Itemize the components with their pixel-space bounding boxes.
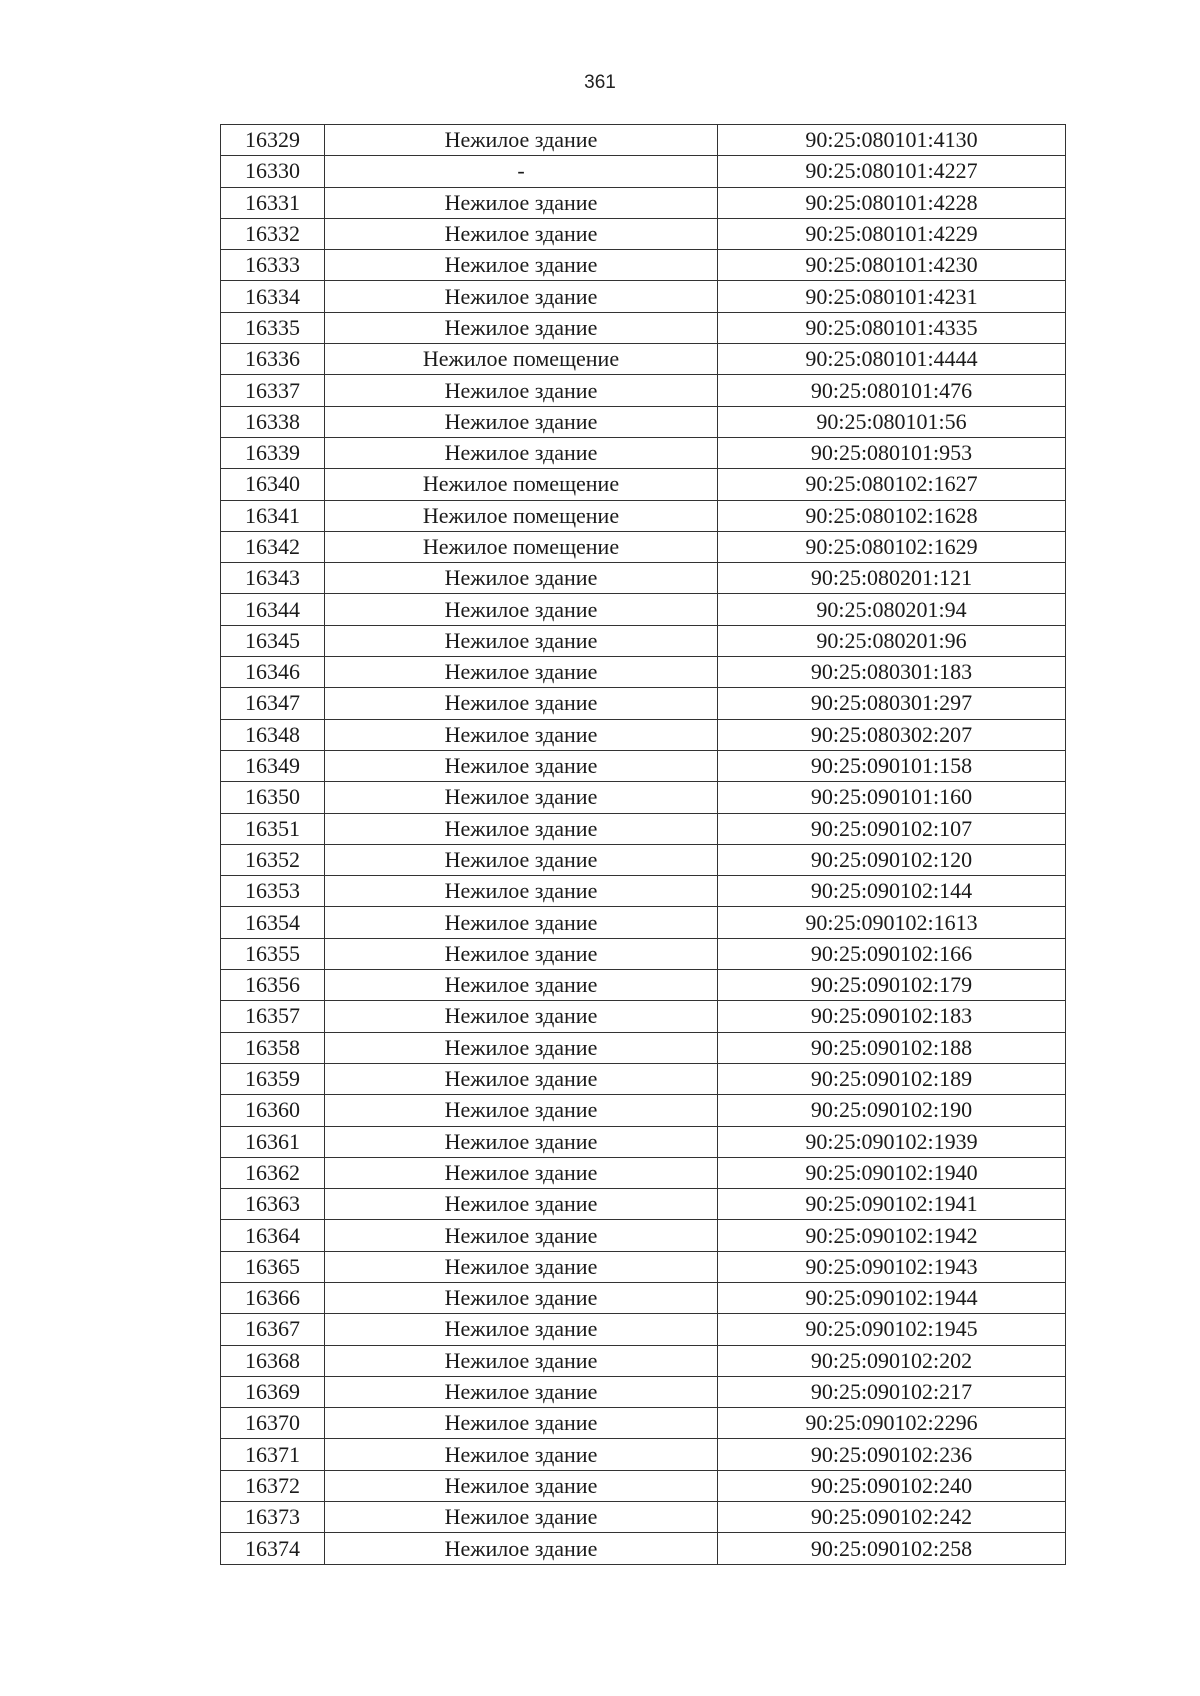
row-number-cell: 16358 <box>221 1032 325 1063</box>
row-number-cell: 16329 <box>221 125 325 156</box>
cadastral-number-cell: 90:25:080101:4230 <box>718 250 1066 281</box>
table-row <box>221 281 1066 312</box>
cadastral-number-cell: 90:25:090102:217 <box>718 1376 1066 1407</box>
cadastral-number-cell: 90:25:080101:56 <box>718 406 1066 437</box>
cadastral-number-cell: 90:25:080101:4228 <box>718 187 1066 218</box>
row-number-cell: 16372 <box>221 1470 325 1501</box>
table-row <box>221 406 1066 437</box>
object-type-cell: Нежилое здание <box>325 375 718 406</box>
cadastral-number-cell: 90:25:090101:160 <box>718 782 1066 813</box>
page-number: 361 <box>584 72 616 93</box>
row-number-cell: 16349 <box>221 750 325 781</box>
table-row <box>221 625 1066 656</box>
table-row <box>221 1001 1066 1032</box>
row-number-cell: 16350 <box>221 782 325 813</box>
object-type-cell: Нежилое здание <box>325 187 718 218</box>
row-number-cell: 16351 <box>221 813 325 844</box>
cadastral-number-cell: 90:25:090102:258 <box>718 1533 1066 1564</box>
table-row <box>221 719 1066 750</box>
cadastral-number-cell: 90:25:080101:4130 <box>718 125 1066 156</box>
cadastral-number-cell: 90:25:090102:2296 <box>718 1408 1066 1439</box>
object-type-cell: Нежилое здание <box>325 688 718 719</box>
row-number-cell: 16362 <box>221 1157 325 1188</box>
table-row <box>221 1408 1066 1439</box>
cadastral-number-cell: 90:25:090102:236 <box>718 1439 1066 1470</box>
cadastral-number-cell: 90:25:080102:1627 <box>718 469 1066 500</box>
row-number-cell: 16338 <box>221 406 325 437</box>
table-row <box>221 1502 1066 1533</box>
cadastral-number-cell: 90:25:080101:4229 <box>718 218 1066 249</box>
object-type-cell: Нежилое здание <box>325 437 718 468</box>
row-number-cell: 16354 <box>221 907 325 938</box>
table-row <box>221 187 1066 218</box>
row-number-cell: 16342 <box>221 531 325 562</box>
object-type-cell: Нежилое здание <box>325 1220 718 1251</box>
table-row <box>221 1063 1066 1094</box>
object-type-cell: Нежилое здание <box>325 1376 718 1407</box>
cadastral-number-cell: 90:25:080101:4231 <box>718 281 1066 312</box>
row-number-cell: 16366 <box>221 1282 325 1313</box>
object-type-cell: Нежилое здание <box>325 1189 718 1220</box>
object-type-cell: Нежилое здание <box>325 844 718 875</box>
object-type-cell: Нежилое здание <box>325 1470 718 1501</box>
object-type-cell: Нежилое здание <box>325 657 718 688</box>
cadastral-number-cell: 90:25:080201:121 <box>718 563 1066 594</box>
cadastral-number-cell: 90:25:080301:297 <box>718 688 1066 719</box>
table-row <box>221 469 1066 500</box>
cadastral-number-cell: 90:25:090102:166 <box>718 938 1066 969</box>
table-row <box>221 312 1066 343</box>
table-row <box>221 437 1066 468</box>
object-type-cell: Нежилое здание <box>325 750 718 781</box>
object-type-cell: Нежилое здание <box>325 1314 718 1345</box>
table-row <box>221 344 1066 375</box>
table-row <box>221 844 1066 875</box>
row-number-cell: 16348 <box>221 719 325 750</box>
row-number-cell: 16332 <box>221 218 325 249</box>
row-number-cell: 16346 <box>221 657 325 688</box>
row-number-cell: 16357 <box>221 1001 325 1032</box>
cadastral-number-cell: 90:25:090101:158 <box>718 750 1066 781</box>
cadastral-number-cell: 90:25:090102:1613 <box>718 907 1066 938</box>
cadastral-number-cell: 90:25:090102:240 <box>718 1470 1066 1501</box>
row-number-cell: 16353 <box>221 876 325 907</box>
row-number-cell: 16336 <box>221 344 325 375</box>
table-row <box>221 813 1066 844</box>
cadastral-number-cell: 90:25:090102:120 <box>718 844 1066 875</box>
row-number-cell: 16337 <box>221 375 325 406</box>
cadastral-number-cell: 90:25:080201:96 <box>718 625 1066 656</box>
table-row <box>221 657 1066 688</box>
object-type-cell: Нежилое здание <box>325 907 718 938</box>
object-type-cell: Нежилое здание <box>325 1282 718 1313</box>
row-number-cell: 16361 <box>221 1126 325 1157</box>
object-type-cell: Нежилое помещение <box>325 500 718 531</box>
object-type-cell: Нежилое здание <box>325 281 718 312</box>
cadastral-number-cell: 90:25:090102:1939 <box>718 1126 1066 1157</box>
cadastral-number-cell: 90:25:090102:190 <box>718 1095 1066 1126</box>
table-row <box>221 688 1066 719</box>
object-type-cell: Нежилое здание <box>325 719 718 750</box>
table-row <box>221 1126 1066 1157</box>
cadastral-number-cell: 90:25:080101:476 <box>718 375 1066 406</box>
row-number-cell: 16360 <box>221 1095 325 1126</box>
table-row <box>221 970 1066 1001</box>
cadastral-number-cell: 90:25:090102:1942 <box>718 1220 1066 1251</box>
cadastral-number-cell: 90:25:080102:1629 <box>718 531 1066 562</box>
row-number-cell: 16355 <box>221 938 325 969</box>
object-type-cell: Нежилое здание <box>325 1032 718 1063</box>
object-type-cell: Нежилое здание <box>325 938 718 969</box>
table-row <box>221 375 1066 406</box>
cadastral-number-cell: 90:25:090102:1940 <box>718 1157 1066 1188</box>
object-type-cell: Нежилое помещение <box>325 531 718 562</box>
row-number-cell: 16371 <box>221 1439 325 1470</box>
cadastral-number-cell: 90:25:080101:953 <box>718 437 1066 468</box>
row-number-cell: 16370 <box>221 1408 325 1439</box>
row-number-cell: 16345 <box>221 625 325 656</box>
cadastral-number-cell: 90:25:080102:1628 <box>718 500 1066 531</box>
cadastral-number-cell: 90:25:090102:179 <box>718 970 1066 1001</box>
object-type-cell: Нежилое здание <box>325 1251 718 1282</box>
table-row <box>221 1314 1066 1345</box>
object-type-cell: Нежилое здание <box>325 625 718 656</box>
cadastral-number-cell: 90:25:080101:4335 <box>718 312 1066 343</box>
table-row <box>221 1157 1066 1188</box>
row-number-cell: 16369 <box>221 1376 325 1407</box>
object-type-cell: Нежилое здание <box>325 594 718 625</box>
row-number-cell: 16347 <box>221 688 325 719</box>
row-number-cell: 16367 <box>221 1314 325 1345</box>
object-type-cell: Нежилое здание <box>325 250 718 281</box>
table-row <box>221 594 1066 625</box>
row-number-cell: 16363 <box>221 1189 325 1220</box>
table-row <box>221 250 1066 281</box>
cadastral-number-cell: 90:25:090102:1943 <box>718 1251 1066 1282</box>
object-type-cell: Нежилое здание <box>325 1063 718 1094</box>
object-type-cell: Нежилое здание <box>325 406 718 437</box>
object-type-cell: Нежилое здание <box>325 1126 718 1157</box>
table-row <box>221 1439 1066 1470</box>
cadastral-number-cell: 90:25:090102:183 <box>718 1001 1066 1032</box>
row-number-cell: 16333 <box>221 250 325 281</box>
table-row <box>221 500 1066 531</box>
table-row <box>221 782 1066 813</box>
cadastral-number-cell: 90:25:080302:207 <box>718 719 1066 750</box>
object-type-cell: Нежилое здание <box>325 970 718 1001</box>
cadastral-number-cell: 90:25:080201:94 <box>718 594 1066 625</box>
cadastral-number-cell: 90:25:080101:4227 <box>718 156 1066 187</box>
object-type-cell: Нежилое здание <box>325 125 718 156</box>
table-row <box>221 1220 1066 1251</box>
object-type-cell: Нежилое здание <box>325 563 718 594</box>
object-type-cell: Нежилое помещение <box>325 469 718 500</box>
cadastral-number-cell: 90:25:080301:183 <box>718 657 1066 688</box>
object-type-cell: Нежилое здание <box>325 1157 718 1188</box>
row-number-cell: 16373 <box>221 1502 325 1533</box>
object-type-cell: - <box>325 156 718 187</box>
cadastral-number-cell: 90:25:090102:1944 <box>718 1282 1066 1313</box>
object-type-cell: Нежилое здание <box>325 1439 718 1470</box>
cadastral-number-cell: 90:25:090102:107 <box>718 813 1066 844</box>
table-row <box>221 531 1066 562</box>
table-row <box>221 1345 1066 1376</box>
registry-table-body <box>221 125 1066 1565</box>
table-row <box>221 750 1066 781</box>
table-row <box>221 1189 1066 1220</box>
row-number-cell: 16352 <box>221 844 325 875</box>
table-row <box>221 1095 1066 1126</box>
row-number-cell: 16339 <box>221 437 325 468</box>
table-row <box>221 156 1066 187</box>
row-number-cell: 16334 <box>221 281 325 312</box>
row-number-cell: 16343 <box>221 563 325 594</box>
row-number-cell: 16368 <box>221 1345 325 1376</box>
row-number-cell: 16340 <box>221 469 325 500</box>
table-row <box>221 1470 1066 1501</box>
row-number-cell: 16344 <box>221 594 325 625</box>
row-number-cell: 16364 <box>221 1220 325 1251</box>
property-registry-table <box>220 124 1066 1565</box>
table-row <box>221 1251 1066 1282</box>
row-number-cell: 16335 <box>221 312 325 343</box>
cadastral-number-cell: 90:25:090102:1941 <box>718 1189 1066 1220</box>
table-row <box>221 1032 1066 1063</box>
table-row <box>221 563 1066 594</box>
cadastral-number-cell: 90:25:090102:202 <box>718 1345 1066 1376</box>
object-type-cell: Нежилое здание <box>325 813 718 844</box>
table-row <box>221 938 1066 969</box>
object-type-cell: Нежилое здание <box>325 1533 718 1564</box>
table-row <box>221 125 1066 156</box>
object-type-cell: Нежилое здание <box>325 312 718 343</box>
object-type-cell: Нежилое здание <box>325 1502 718 1533</box>
object-type-cell: Нежилое здание <box>325 1408 718 1439</box>
table-row <box>221 218 1066 249</box>
object-type-cell: Нежилое здание <box>325 782 718 813</box>
row-number-cell: 16374 <box>221 1533 325 1564</box>
cadastral-number-cell: 90:25:090102:144 <box>718 876 1066 907</box>
cadastral-number-cell: 90:25:090102:188 <box>718 1032 1066 1063</box>
row-number-cell: 16330 <box>221 156 325 187</box>
row-number-cell: 16331 <box>221 187 325 218</box>
table-row <box>221 1282 1066 1313</box>
table-row <box>221 876 1066 907</box>
object-type-cell: Нежилое помещение <box>325 344 718 375</box>
row-number-cell: 16365 <box>221 1251 325 1282</box>
cadastral-number-cell: 90:25:080101:4444 <box>718 344 1066 375</box>
table-row <box>221 907 1066 938</box>
object-type-cell: Нежилое здание <box>325 218 718 249</box>
cadastral-number-cell: 90:25:090102:1945 <box>718 1314 1066 1345</box>
object-type-cell: Нежилое здание <box>325 1345 718 1376</box>
cadastral-number-cell: 90:25:090102:189 <box>718 1063 1066 1094</box>
object-type-cell: Нежилое здание <box>325 876 718 907</box>
row-number-cell: 16359 <box>221 1063 325 1094</box>
table-row <box>221 1376 1066 1407</box>
object-type-cell: Нежилое здание <box>325 1095 718 1126</box>
object-type-cell: Нежилое здание <box>325 1001 718 1032</box>
table-row <box>221 1533 1066 1564</box>
row-number-cell: 16356 <box>221 970 325 1001</box>
row-number-cell: 16341 <box>221 500 325 531</box>
cadastral-number-cell: 90:25:090102:242 <box>718 1502 1066 1533</box>
